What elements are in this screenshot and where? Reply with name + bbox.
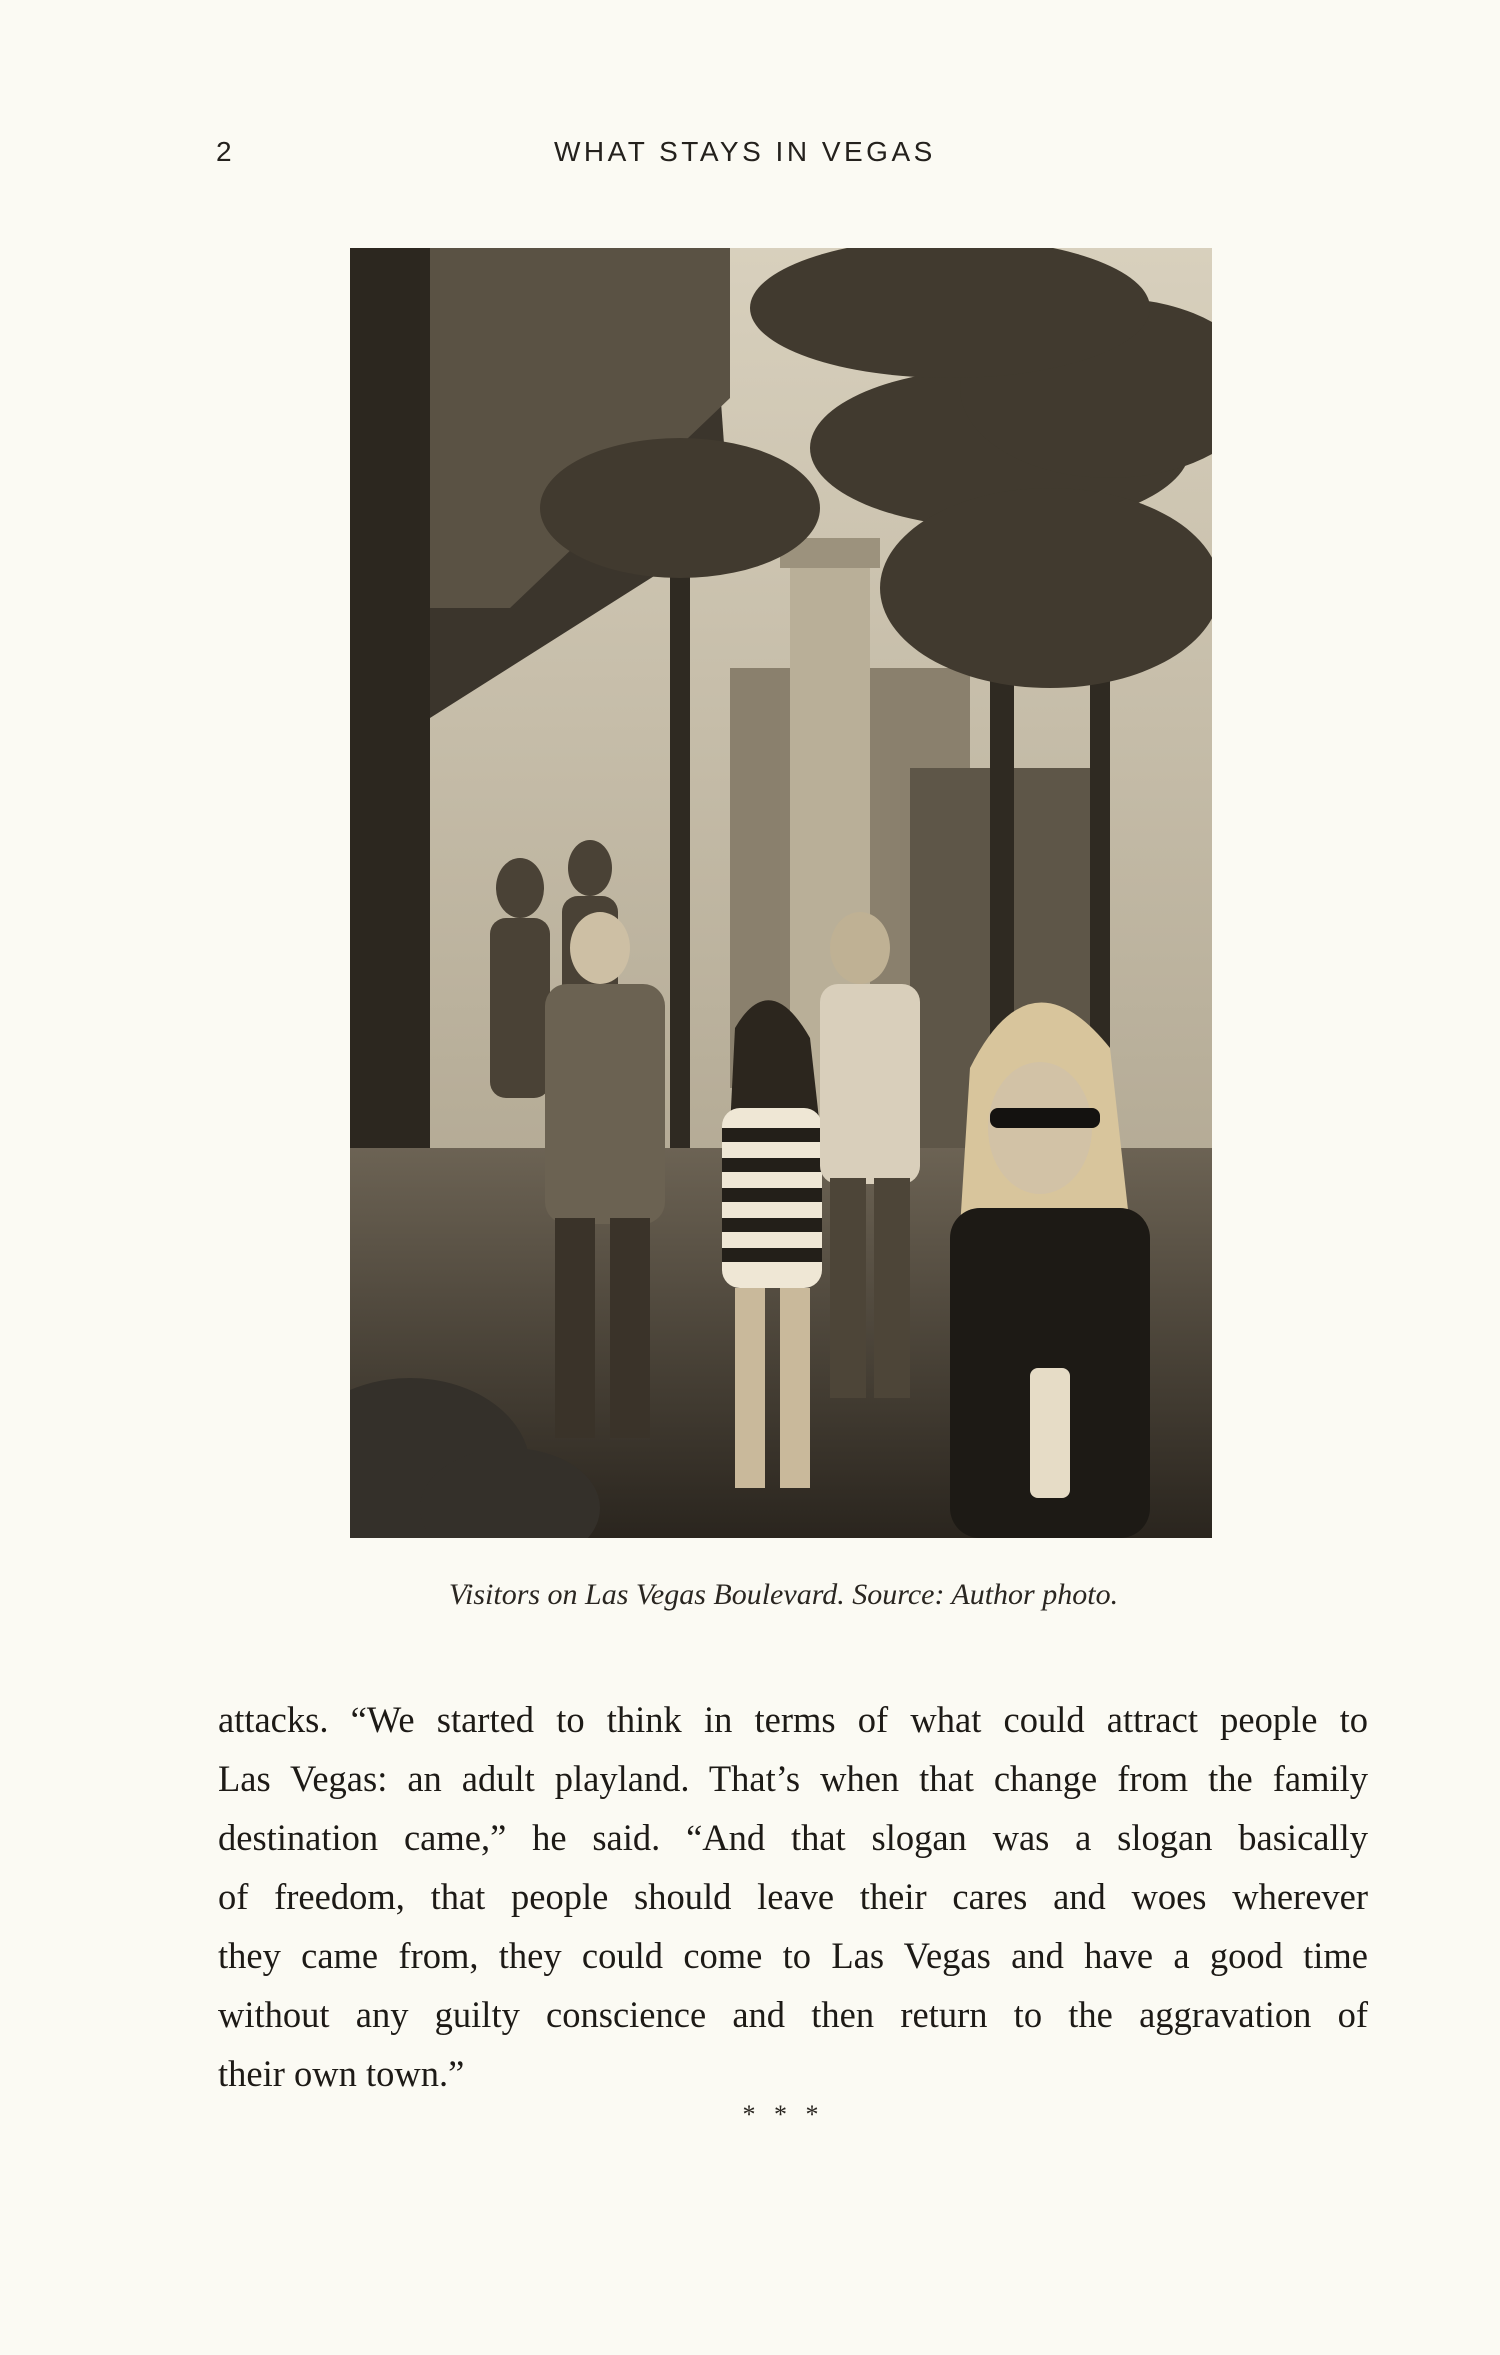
body-line: without any guilty conscience and then return to the aggravation of	[218, 1994, 1368, 2035]
body-line: Las Vegas: an adult playland. That’s when that change from the family	[218, 1758, 1368, 1799]
street-photo-image	[350, 248, 1212, 1538]
body-line: of freedom, that people should leave their cares and woes wherever	[218, 1876, 1368, 1917]
body-line: destination came,” he said. “And that slogan was a slogan basically	[218, 1817, 1368, 1858]
running-title: WHAT STAYS IN VEGAS	[554, 136, 936, 167]
section-break: * * *	[742, 2100, 825, 2129]
body-line: attacks. “We started to think in terms of what could attract people to	[218, 1699, 1368, 1740]
street-photo	[350, 248, 1212, 1538]
body-line: they came from, they could come to Las Vegas and have a good time	[218, 1935, 1368, 1976]
body-paragraph	[218, 1690, 1368, 2103]
figure-caption: Visitors on Las Vegas Boulevard. Source: Author photo.	[448, 1578, 1119, 1611]
body-line: their own town.”	[218, 2053, 465, 2094]
running-head	[216, 136, 1351, 176]
page-number: 2	[216, 136, 235, 167]
